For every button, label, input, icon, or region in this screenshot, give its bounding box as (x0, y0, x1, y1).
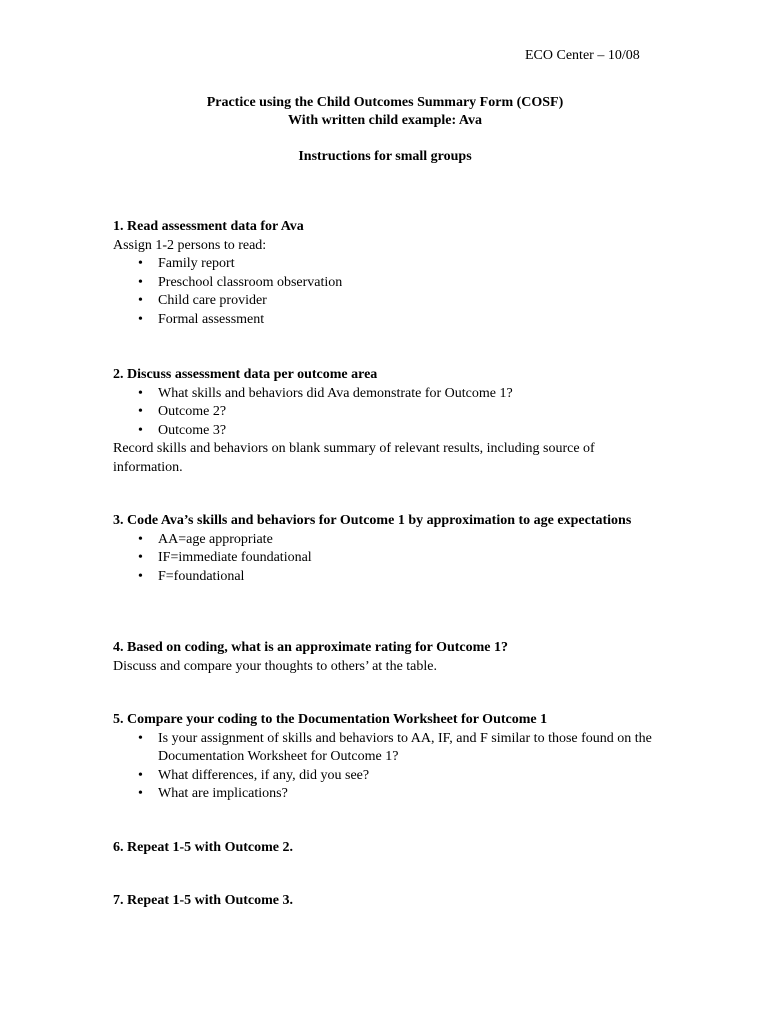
page-subtitle: Instructions for small groups (298, 149, 472, 164)
bullet-list (113, 730, 653, 804)
section-3 (113, 512, 653, 586)
bullet-icon: • (138, 786, 143, 801)
bullet-icon: • (138, 256, 143, 271)
section-4 (113, 639, 653, 676)
section-1 (113, 218, 653, 329)
list-item: • Preschool classroom observation (113, 274, 653, 293)
bullet-icon: • (138, 568, 143, 584)
bullet-icon: • (138, 422, 143, 438)
list-item: • Outcome 2? (113, 403, 653, 422)
section-7 (113, 892, 653, 911)
bullet-icon: • (138, 385, 143, 401)
list-item: • Is your assignment of skills and behaviors to AA, IF, and F similar to those found on the Documentation Worksheet for Outcome 1? (138, 730, 652, 764)
bullet-icon: • (138, 311, 143, 327)
bullet-icon: • (138, 531, 143, 547)
section-intro: Assign 1-2 persons to read: (113, 237, 267, 253)
section-heading: 6. Repeat 1-5 with Outcome 2. (113, 840, 294, 855)
list-item: • What skills and behaviors did Ava demonstrate for Outcome 1? (113, 385, 653, 404)
page-title-line-2: With written child example: Ava (288, 113, 482, 128)
section-heading: 3. Code Ava’s skills and behaviors for Outcome 1 by approximation to age expectations (113, 513, 632, 528)
list-item: • Outcome 3? (113, 422, 653, 441)
bullet-icon: • (138, 274, 143, 290)
page-title: Practice using the Child Outcomes Summary Form (COSF) (206, 95, 564, 110)
section-heading: 5. Compare your coding to the Documentation Worksheet for Outcome 1 (113, 712, 548, 727)
bullet-icon: • (138, 730, 143, 746)
list-item: • Family report (113, 255, 653, 274)
bullet-list (113, 385, 653, 441)
section-2 (113, 366, 653, 477)
list-item: • F=foundational (113, 568, 653, 587)
section-heading: 4. Based on coding, what is an approximate rating for Outcome 1? (113, 640, 508, 655)
bullet-list (113, 531, 653, 587)
list-item: • What differences, if any, did you see? (113, 767, 653, 786)
list-item: • AA=age appropriate (113, 531, 653, 550)
list-item: • IF=immediate foundational (113, 549, 653, 568)
bullet-icon: • (138, 550, 143, 565)
section-heading: 2. Discuss assessment data per outcome area (113, 367, 378, 382)
bullet-icon: • (138, 767, 143, 783)
section-text: Discuss and compare your thoughts to others’ at the table. (113, 658, 437, 674)
bullet-list (113, 255, 653, 329)
document-code: ECO Center – 10/08 (525, 48, 640, 63)
bullet-icon: • (138, 404, 143, 419)
section-5 (113, 711, 653, 804)
list-item: • Child care provider (113, 292, 653, 311)
section-note: Record skills and behaviors on blank summary of relevant results, including source of information. (113, 441, 595, 475)
bullet-icon: • (138, 293, 143, 308)
section-6 (113, 839, 653, 858)
section-heading: 7. Repeat 1-5 with Outcome 3. (113, 893, 294, 908)
section-heading: 1. Read assessment data for Ava (113, 219, 304, 234)
list-item: • What are implications? (113, 785, 653, 804)
list-item: • Formal assessment (113, 311, 653, 330)
